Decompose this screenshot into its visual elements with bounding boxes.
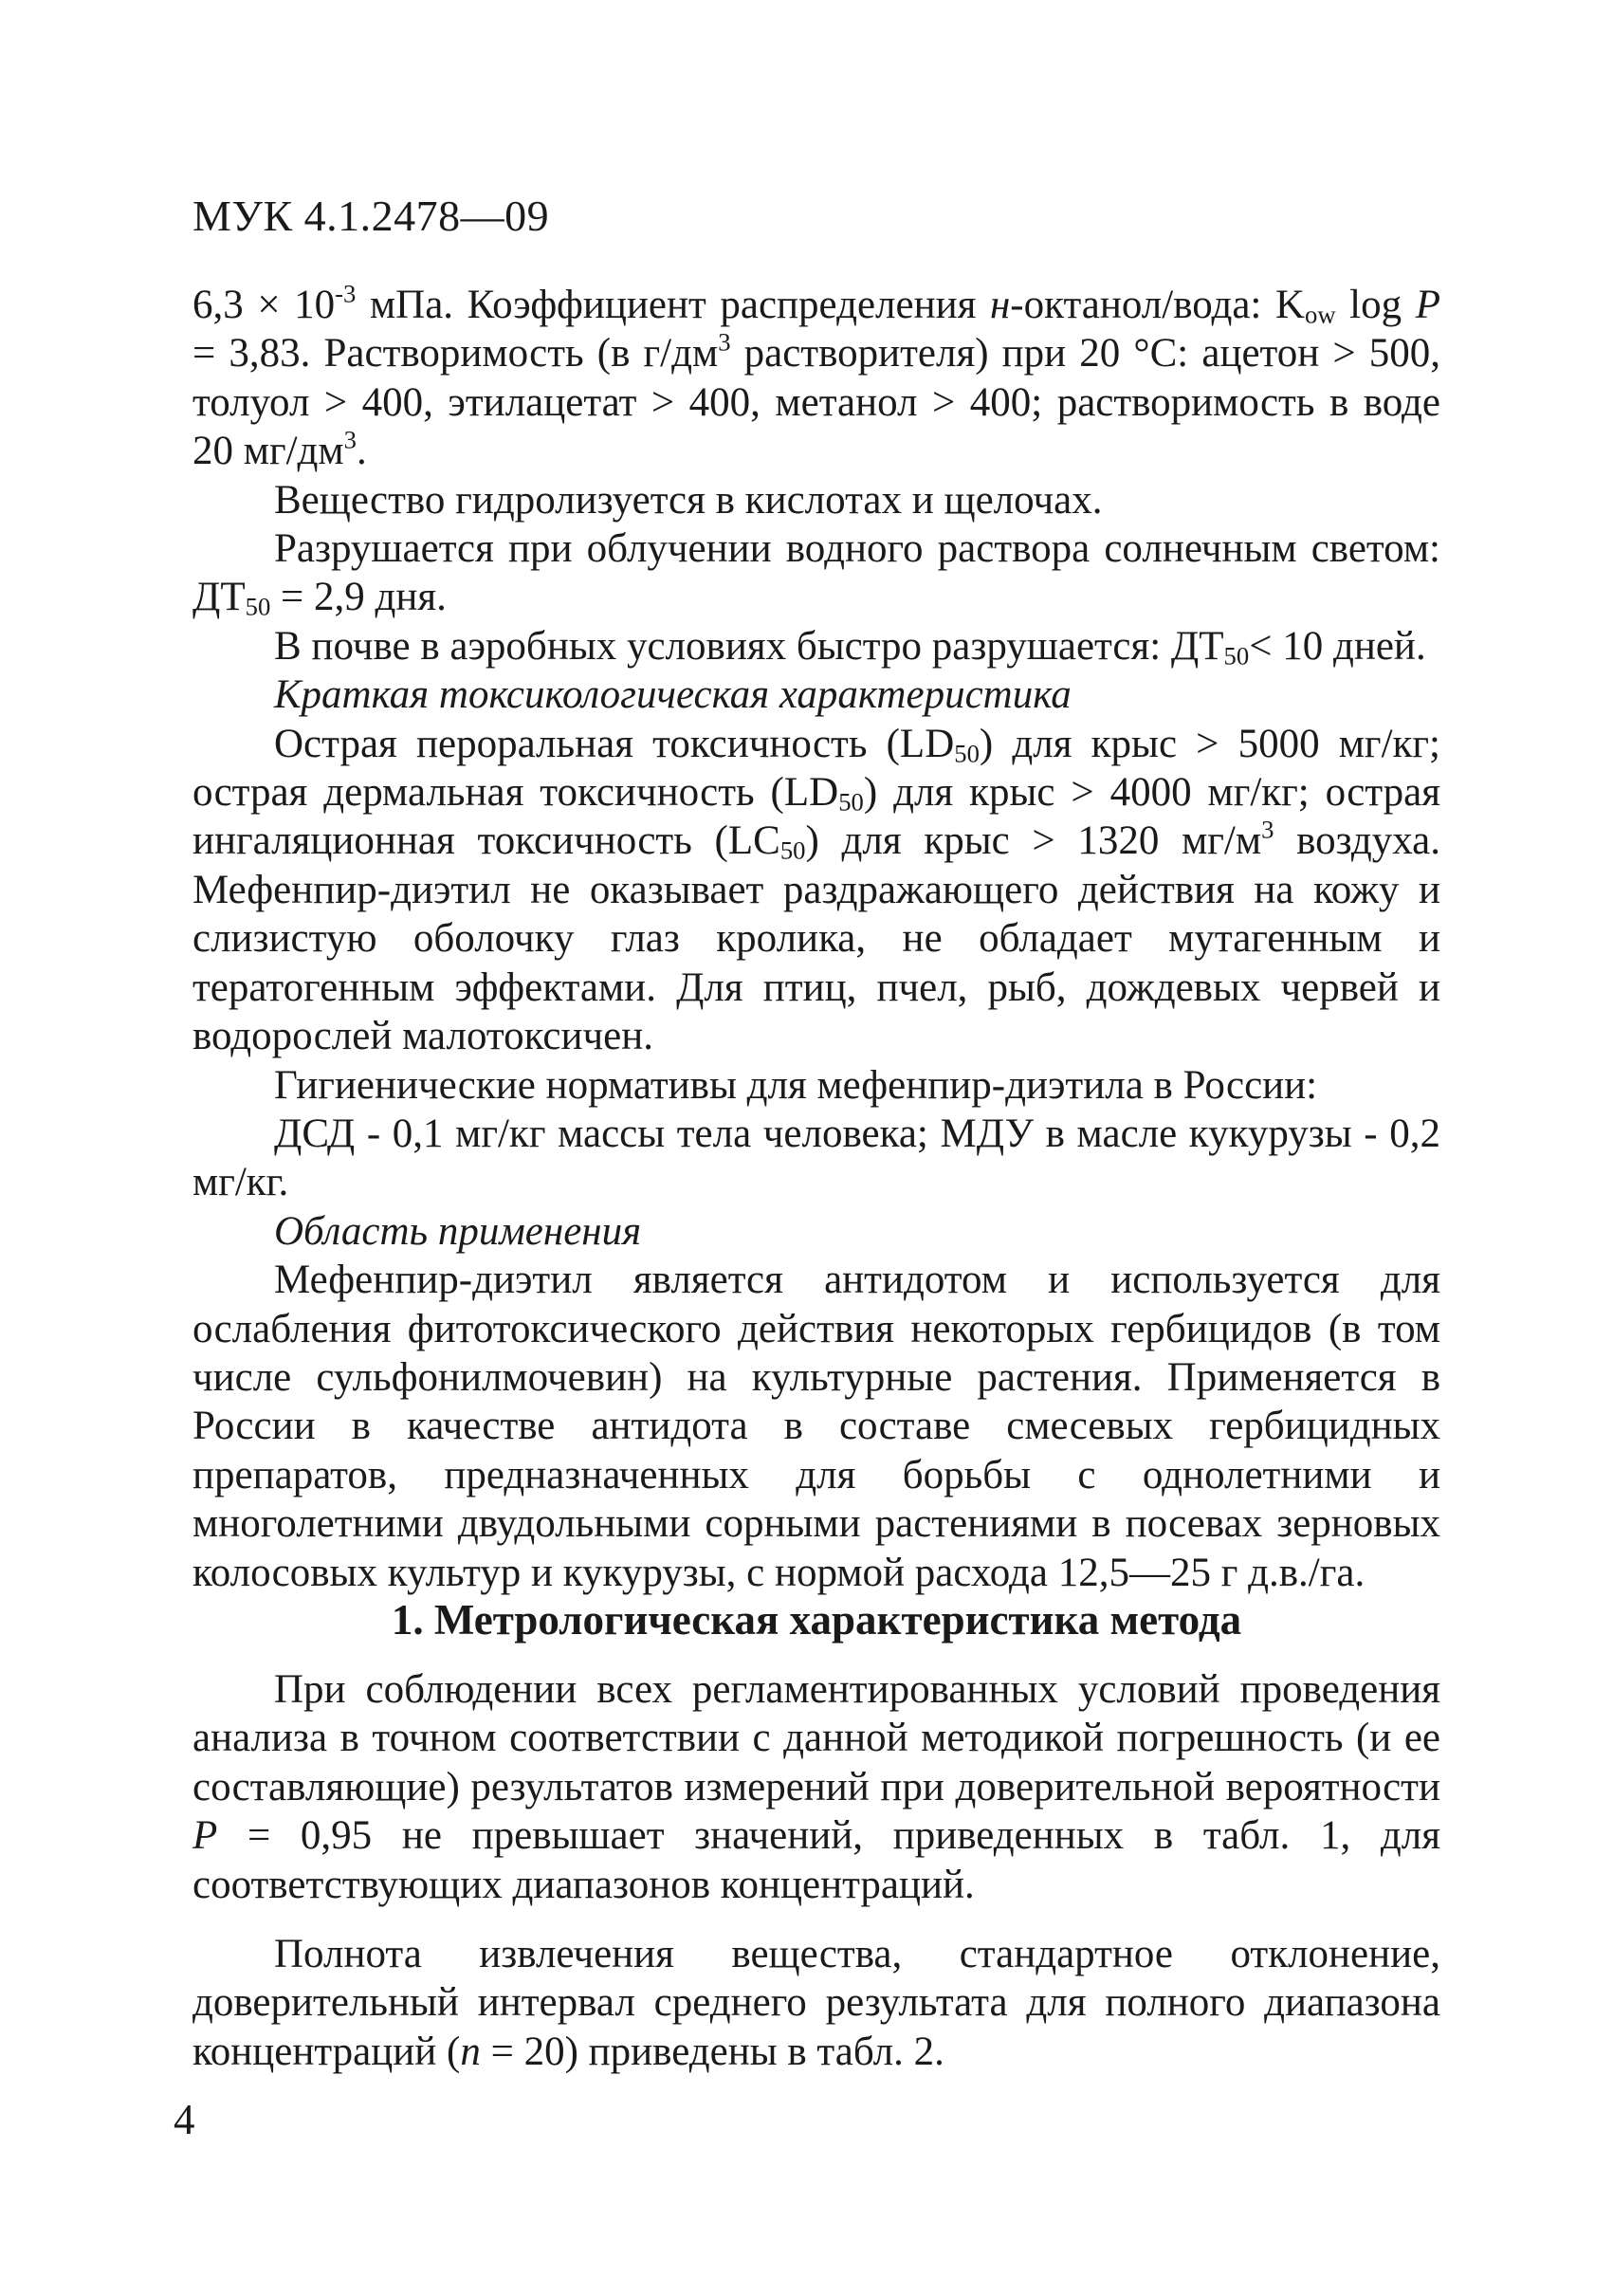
paragraph-hydrolysis: Вещество гидролизуется в кислотах и щелочах. bbox=[274, 477, 1103, 523]
paragraph-toxicity: Острая пероральная токсичность $(LD_{50})$ для крыс > 5000 мг/кг; острая дермальная токсичность $(LD_{50})$ для крыс > 4000 мг/кг; острая ингаляционная токсичность $(LC_{50})$ для крыс > 1320 $мг/м^3$ воздуха. Мефенпир-диэтил не оказывает раздражающего действия на кожу и слизистую оболочку глаз кролика, не обладает мутагенным и тератогенным эффектами. Для птиц, пчел, рыб, дождевых червей и водорослей малотоксичен. bbox=[192, 721, 1440, 1059]
paragraph-hygiene-standards: Гигиенические нормативы для мефенпир-диэтила в России: bbox=[274, 1062, 1318, 1108]
paragraph-soil: В почве в аэробных условиях быстро разрушается: $ДТ_{50}< 10$ дней. bbox=[274, 623, 1426, 670]
paragraph-adi: ДСД - 0,1 мг/кг массы тела человека; МДУ в масле кукурузы - 0,2 мг/кг. bbox=[192, 1111, 1440, 1205]
section-body bbox=[192, 1665, 1440, 2076]
paragraph-photolysis: Разрушается при облучении водного раствора солнечным светом: $ДТ_{50} = 2,9$ дня. bbox=[192, 526, 1440, 621]
subheading-application: Область применения bbox=[274, 1208, 642, 1254]
subheading-toxicology: Краткая токсикологическая характеристика bbox=[274, 672, 1072, 718]
section-heading: 1. Метрологическая характеристика метода bbox=[391, 1596, 1242, 1644]
paragraph-application: Мефенпир-диэтил является антидотом и используется для ослабления фитотоксического действия некоторых гербицидов (в том числе сульфонилмочевин) на культурные растения. Применяется в России в качестве антидота в составе смесевых гербицидных препаратов, предназначенных для борьбы с однолетними и многолетними двудольными сорными растениями в посевах зерновых колосовых культур и кукурузы, с нормой расхода 12,5—25 г д.в./га. bbox=[192, 1258, 1440, 1595]
paragraph-extraction: Полнота извлечения вещества, стандартное отклонение, доверительный интервал среднего результата для полного диапазона концентраций (n = 20) приведены в табл. 2. bbox=[192, 1932, 1440, 2074]
page-number: 4 bbox=[174, 2096, 195, 2143]
body-text bbox=[192, 281, 1440, 1597]
document-code: МУК 4.1.2478—09 bbox=[192, 192, 550, 240]
paragraph-metrology: При соблюдении всех регламентированных условий проведения анализа в точном соответствии с данной методикой погрешность (и ее составляющие) результатов измерений при доверительной вероятности P = 0,95 не превышает значений, приведенных в табл. 1, для соответствующих диапазонов концентраций. bbox=[192, 1667, 1440, 1907]
paragraph-properties: $6,3 \times 10^{-3}$ мПа. Коэффициент распределения н-октанол/вода: $K_{ow}$ log P = 3,83. Растворимость (в $г/дм^3$ растворителя) при 20 °C: ацетон > 500, толуол > 400, этилацетат > 400, метанол > 400; растворимость в воде 20 $мг/дм^3$. bbox=[192, 279, 1441, 474]
